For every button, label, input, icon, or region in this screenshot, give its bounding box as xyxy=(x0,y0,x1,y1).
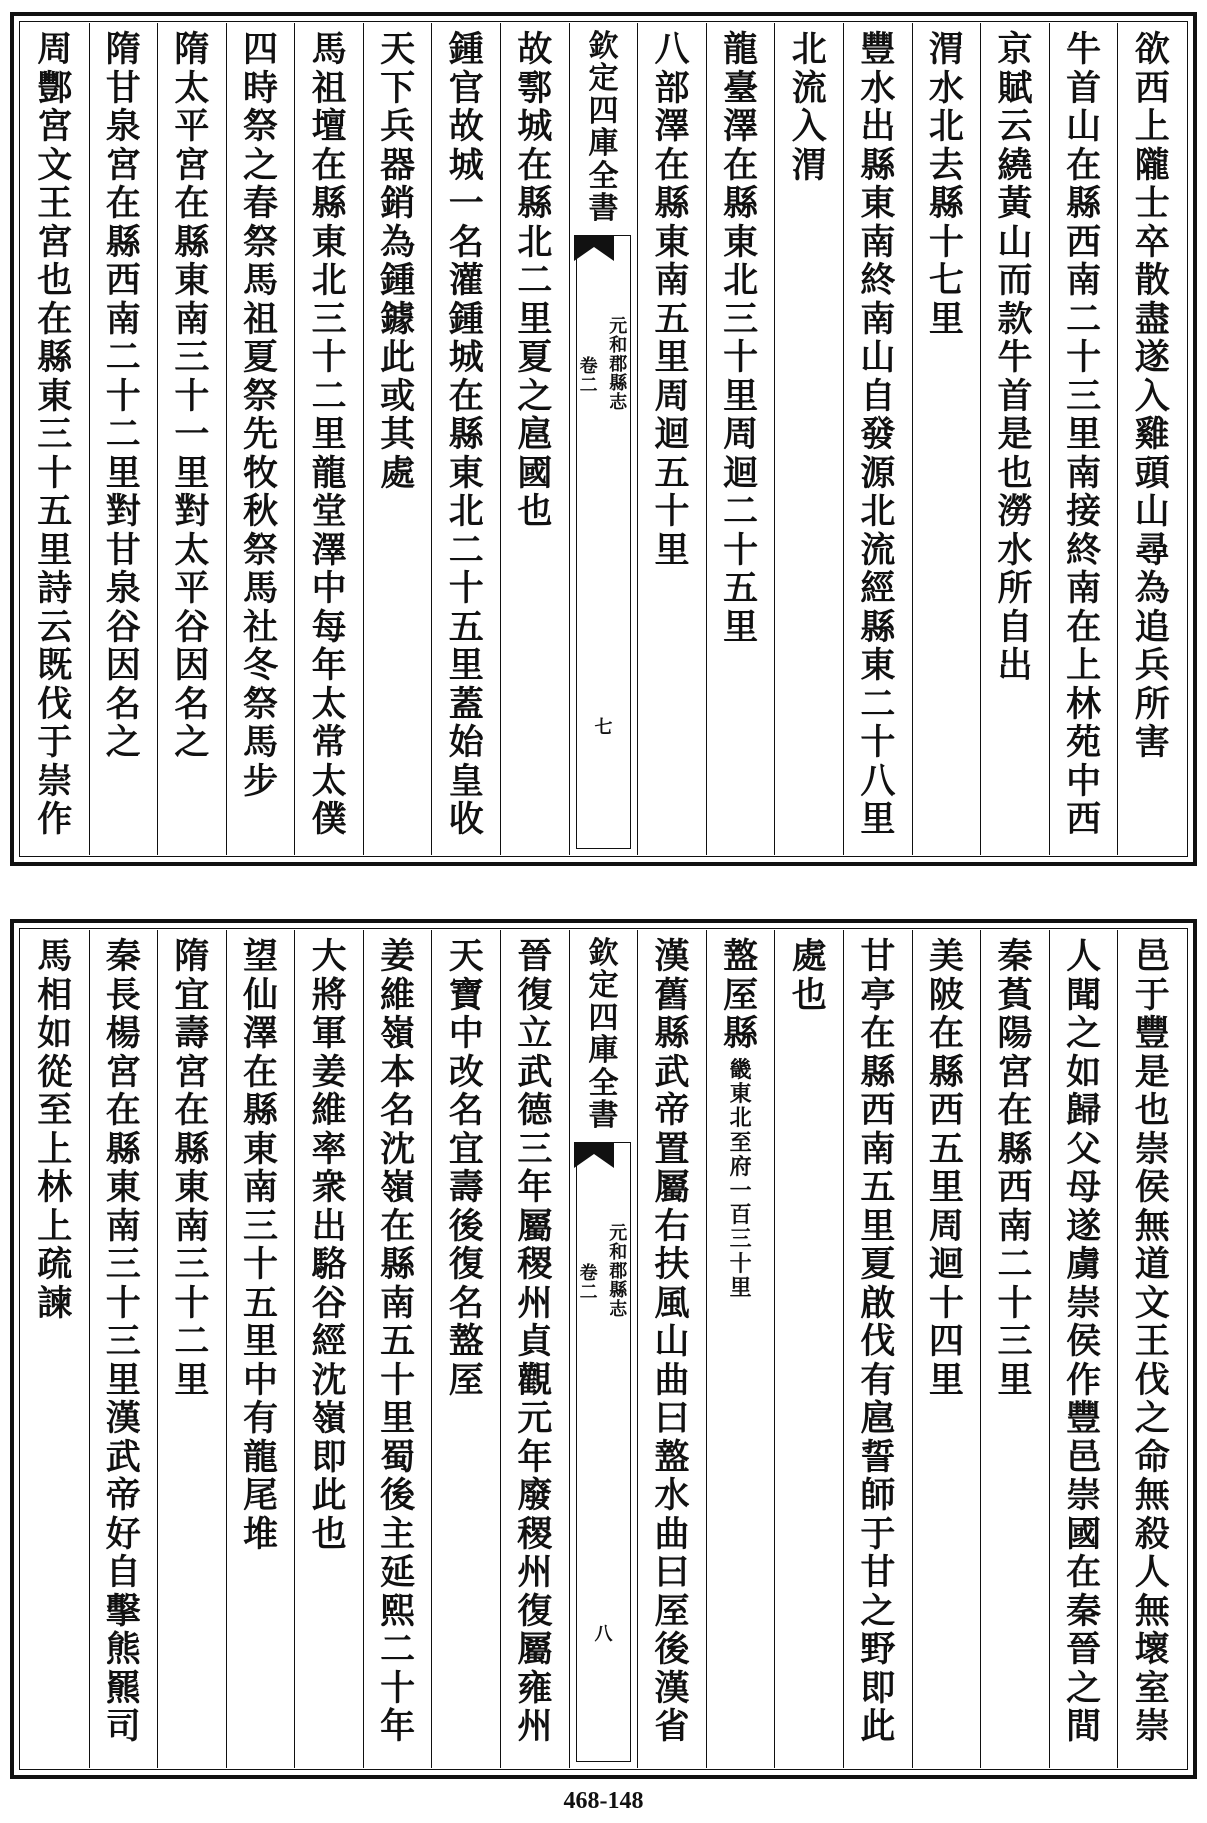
column-text: 牛首山在縣西南二十三里南接終南在上林苑中西 xyxy=(1066,29,1102,840)
column-text: 美陂在縣西五里周迴十四里 xyxy=(928,936,964,1401)
text-column xyxy=(774,23,843,855)
text-column xyxy=(157,930,226,1768)
text-column xyxy=(1117,930,1186,1768)
text-column xyxy=(1117,23,1186,855)
upper-page xyxy=(10,12,1197,866)
column-text: 姜維嶺本名沈嶺在縣南五十里蜀後主延熙二十年 xyxy=(380,936,416,1747)
text-column xyxy=(843,23,912,855)
text-column xyxy=(637,23,706,855)
upper-page-columns xyxy=(21,23,1186,855)
column-text: 望仙澤在縣東南三十五里中有龍尾堆 xyxy=(242,936,278,1555)
column-text: 人聞之如歸父母遂虜崇侯作豐邑崇國在秦晉之間 xyxy=(1066,936,1102,1747)
text-column xyxy=(363,930,432,1768)
column-text: 邑于豐是也崇侯無道文王伐之命無殺人無壞室崇 xyxy=(1134,936,1170,1747)
column-text: 北流入渭 xyxy=(791,29,827,186)
column-text: 鍾官故城一名灌鍾城在縣東北二十五里蓋始皇收 xyxy=(448,29,484,840)
text-column xyxy=(294,930,363,1768)
column-text: 隋甘泉宮在縣西南二十二里對甘泉谷因名之 xyxy=(105,29,141,763)
text-column xyxy=(1049,930,1118,1768)
page-number: 468-148 xyxy=(563,1788,644,1814)
column-text: 馬相如從至上林上疏諫 xyxy=(37,936,73,1324)
text-column xyxy=(89,23,158,855)
column-text: 秦長楊宮在縣東南三十三里漢武帝好自擊熊羆司 xyxy=(105,936,141,1747)
column-text: 周酆宮文王宮也在縣東三十五里詩云既伐于崇作 xyxy=(37,29,73,840)
text-column xyxy=(226,23,295,855)
column-text: 四時祭之春祭馬祖夏祭先牧秋祭馬社冬祭馬步 xyxy=(242,29,278,802)
folio-number: 八 xyxy=(594,1624,613,1645)
text-column xyxy=(980,930,1049,1768)
column-text: 天下兵器銷為鍾鐻此或其處 xyxy=(380,29,416,494)
center-title: 欽定四庫全書 xyxy=(588,936,619,1133)
text-column xyxy=(637,930,706,1768)
column-text: 馬祖壇在縣東北三十二里龍堂澤中每年太常太僕 xyxy=(311,29,347,840)
column-text: 欲西上隴士卒散盡遂入雞頭山尋為追兵所害 xyxy=(1134,29,1170,763)
text-column xyxy=(431,23,500,855)
text-column xyxy=(21,23,89,855)
folio-number: 七 xyxy=(594,717,613,738)
text-column xyxy=(21,930,89,1768)
text-column xyxy=(774,930,843,1768)
book-title: 元和郡縣志 xyxy=(609,1223,628,1320)
column-text: 晉復立武德三年屬稷州貞觀元年廢稷州復屬雍州 xyxy=(517,936,553,1747)
text-column xyxy=(1049,23,1118,855)
text-column xyxy=(363,23,432,855)
column-text: 隋太平宮在縣東南三十一里對太平谷因名之 xyxy=(174,29,210,763)
column-text: 隋宜壽宮在縣東南三十二里 xyxy=(174,936,210,1401)
text-column xyxy=(157,23,226,855)
column-text: 故鄠城在縣北二里夏之扈國也 xyxy=(517,29,553,532)
column-text: 渭水北去縣十七里 xyxy=(928,29,964,340)
column-text: 天寶中改名宜壽後復名盩厔 xyxy=(448,936,484,1401)
chapter-label: 卷二 xyxy=(579,356,598,396)
column-text: 甘亭在縣西南五里夏啟伐有扈誓師于甘之野即此 xyxy=(860,936,896,1747)
lower-page xyxy=(10,919,1197,1779)
text-column xyxy=(500,23,569,855)
text-column xyxy=(980,23,1049,855)
center-title: 欽定四庫全書 xyxy=(588,29,619,226)
county-note: 畿東北至府一百三十里 xyxy=(729,1057,752,1301)
text-column xyxy=(226,930,295,1768)
text-column xyxy=(89,930,158,1768)
column-text: 八部澤在縣東南五里周迴五十里 xyxy=(654,29,690,571)
column-text: 處也 xyxy=(791,936,827,1016)
book-title: 元和郡縣志 xyxy=(609,316,628,413)
column-text: 盩厔縣 xyxy=(723,936,759,1054)
text-column xyxy=(843,930,912,1768)
column-text: 豐水出縣東南終南山自發源北流經縣東二十八里 xyxy=(860,29,896,840)
text-column xyxy=(706,930,775,1768)
text-column xyxy=(500,930,569,1768)
column-text: 漢舊縣武帝置屬右扶風山曲曰盩水曲曰厔後漢省 xyxy=(654,936,690,1747)
chapter-label: 卷二 xyxy=(579,1263,598,1303)
text-column xyxy=(912,23,981,855)
text-column xyxy=(912,930,981,1768)
center-fold-column xyxy=(569,930,638,1768)
column-text: 京賦云繞黃山而款牛首是也澇水所自出 xyxy=(997,29,1033,686)
center-fold-column xyxy=(569,23,638,855)
text-column xyxy=(706,23,775,855)
text-column xyxy=(294,23,363,855)
column-text: 大將軍姜維率衆出駱谷經沈嶺即此也 xyxy=(311,936,347,1555)
column-text: 龍臺澤在縣東北三十里周迴二十五里 xyxy=(723,29,759,648)
lower-page-columns xyxy=(21,930,1186,1768)
text-column xyxy=(431,930,500,1768)
column-text: 秦萯陽宮在縣西南二十三里 xyxy=(997,936,1033,1401)
